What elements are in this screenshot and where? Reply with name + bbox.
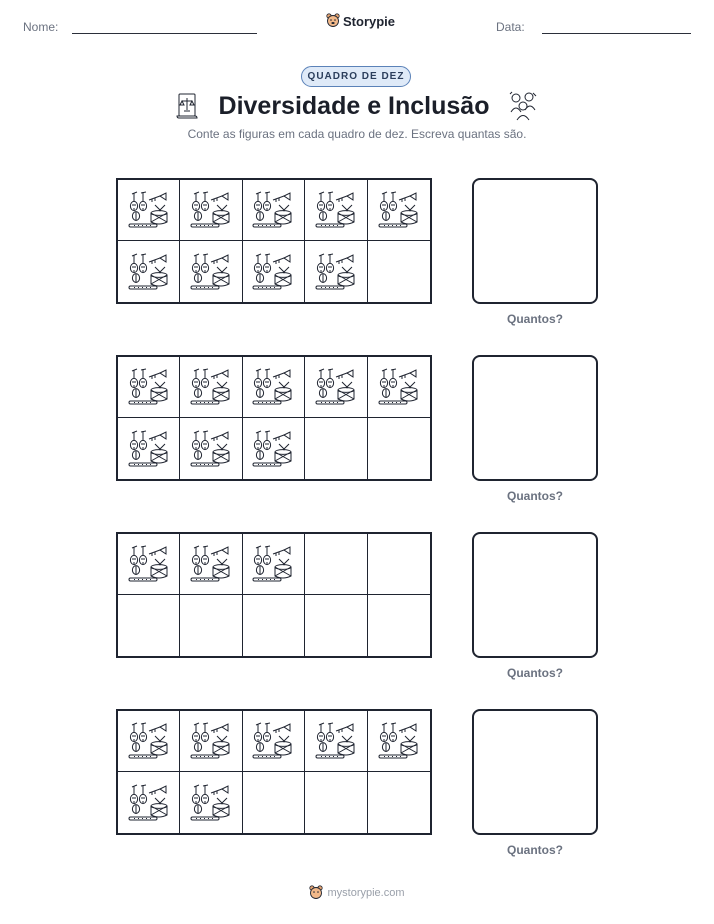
answer-label-1: Quantos?: [507, 312, 563, 326]
ten-frame-cell: [118, 418, 180, 479]
ten-frame-cell: [368, 357, 430, 418]
answer-box-2[interactable]: [472, 355, 598, 481]
ten-frame-cell: [305, 595, 367, 656]
ten-frame-cell: [305, 418, 367, 479]
musical-instruments-icon: [189, 367, 233, 407]
ten-frame-cell: [180, 595, 242, 656]
ten-frame-cell: [305, 772, 367, 833]
musical-instruments-icon: [189, 190, 233, 230]
ten-frame-cell: [118, 711, 180, 772]
answer-label-4: Quantos?: [507, 843, 563, 857]
ten-frame-cell: [243, 241, 305, 302]
diverse-children-icon: [507, 90, 539, 122]
musical-instruments-icon: [127, 783, 171, 823]
scales-of-justice-icon: [175, 92, 201, 120]
ten-frame-cell: [118, 595, 180, 656]
footer-url: mystorypie.com: [327, 887, 405, 899]
ten-frame-cell: [180, 772, 242, 833]
musical-instruments-icon: [251, 252, 295, 292]
brand-name: Storypie: [343, 13, 396, 29]
ten-frame-cell: [368, 534, 430, 595]
page-title: Diversidade e Inclusão: [218, 91, 490, 120]
date-label: Data:: [496, 20, 525, 34]
ten-frame-cell: [368, 180, 430, 241]
musical-instruments-icon: [314, 190, 358, 230]
musical-instruments-icon: [377, 190, 421, 230]
musical-instruments-icon: [251, 367, 295, 407]
musical-instruments-icon: [127, 721, 171, 761]
ten-frame-cell: [243, 595, 305, 656]
ten-frame-cell: [118, 772, 180, 833]
ten-frame-2: [116, 355, 432, 481]
musical-instruments-icon: [251, 429, 295, 469]
ten-frame-cell: [368, 772, 430, 833]
ten-frame-cell: [243, 180, 305, 241]
musical-instruments-icon: [377, 367, 421, 407]
ten-frame-cell: [368, 595, 430, 656]
footer: [0, 885, 714, 901]
musical-instruments-icon: [314, 367, 358, 407]
musical-instruments-icon: [251, 544, 295, 584]
answer-label-2: Quantos?: [507, 489, 563, 503]
musical-instruments-icon: [251, 190, 295, 230]
musical-instruments-icon: [127, 190, 171, 230]
musical-instruments-icon: [127, 252, 171, 292]
ten-frame-cell: [368, 418, 430, 479]
name-line[interactable]: [72, 33, 257, 34]
musical-instruments-icon: [189, 252, 233, 292]
ten-frame-cell: [180, 357, 242, 418]
musical-instruments-icon: [127, 367, 171, 407]
ten-frame-cell: [118, 180, 180, 241]
musical-instruments-icon: [314, 721, 358, 761]
ten-frame-cell: [243, 418, 305, 479]
date-line[interactable]: [542, 33, 691, 34]
musical-instruments-icon: [189, 783, 233, 823]
ten-frame-cell: [180, 241, 242, 302]
musical-instruments-icon: [127, 429, 171, 469]
instructions: Conte as figuras em cada quadro de dez. Escreva quantas são.: [187, 127, 527, 141]
ten-frame-cell: [180, 534, 242, 595]
ten-frame-cell: [180, 711, 242, 772]
bear-icon: [326, 13, 340, 29]
answer-box-4[interactable]: [472, 709, 598, 835]
ten-frame-cell: [305, 180, 367, 241]
ten-frame-cell: [305, 241, 367, 302]
ten-frame-cell: [305, 534, 367, 595]
answer-label-3: Quantos?: [507, 666, 563, 680]
ten-frame-cell: [368, 241, 430, 302]
ten-frame-cell: [243, 357, 305, 418]
ten-frame-cell: [305, 711, 367, 772]
musical-instruments-icon: [127, 544, 171, 584]
musical-instruments-icon: [189, 721, 233, 761]
ten-frame-cell: [243, 711, 305, 772]
answer-box-3[interactable]: [472, 532, 598, 658]
bear-icon: [309, 885, 323, 901]
musical-instruments-icon: [377, 721, 421, 761]
ten-frame-cell: [180, 418, 242, 479]
brand-logo: [326, 13, 395, 29]
musical-instruments-icon: [189, 544, 233, 584]
ten-frame-cell: [180, 180, 242, 241]
category-badge: QUADRO DE DEZ: [301, 66, 411, 87]
answer-box-1[interactable]: [472, 178, 598, 304]
ten-frame-4: [116, 709, 432, 835]
musical-instruments-icon: [251, 721, 295, 761]
ten-frame-cell: [243, 534, 305, 595]
ten-frame-cell: [243, 772, 305, 833]
ten-frame-cell: [118, 241, 180, 302]
musical-instruments-icon: [189, 429, 233, 469]
ten-frame-cell: [305, 357, 367, 418]
ten-frame-1: [116, 178, 432, 304]
ten-frame-3: [116, 532, 432, 658]
ten-frame-cell: [118, 357, 180, 418]
musical-instruments-icon: [314, 252, 358, 292]
ten-frame-cell: [118, 534, 180, 595]
name-label: Nome:: [23, 20, 59, 34]
ten-frame-cell: [368, 711, 430, 772]
